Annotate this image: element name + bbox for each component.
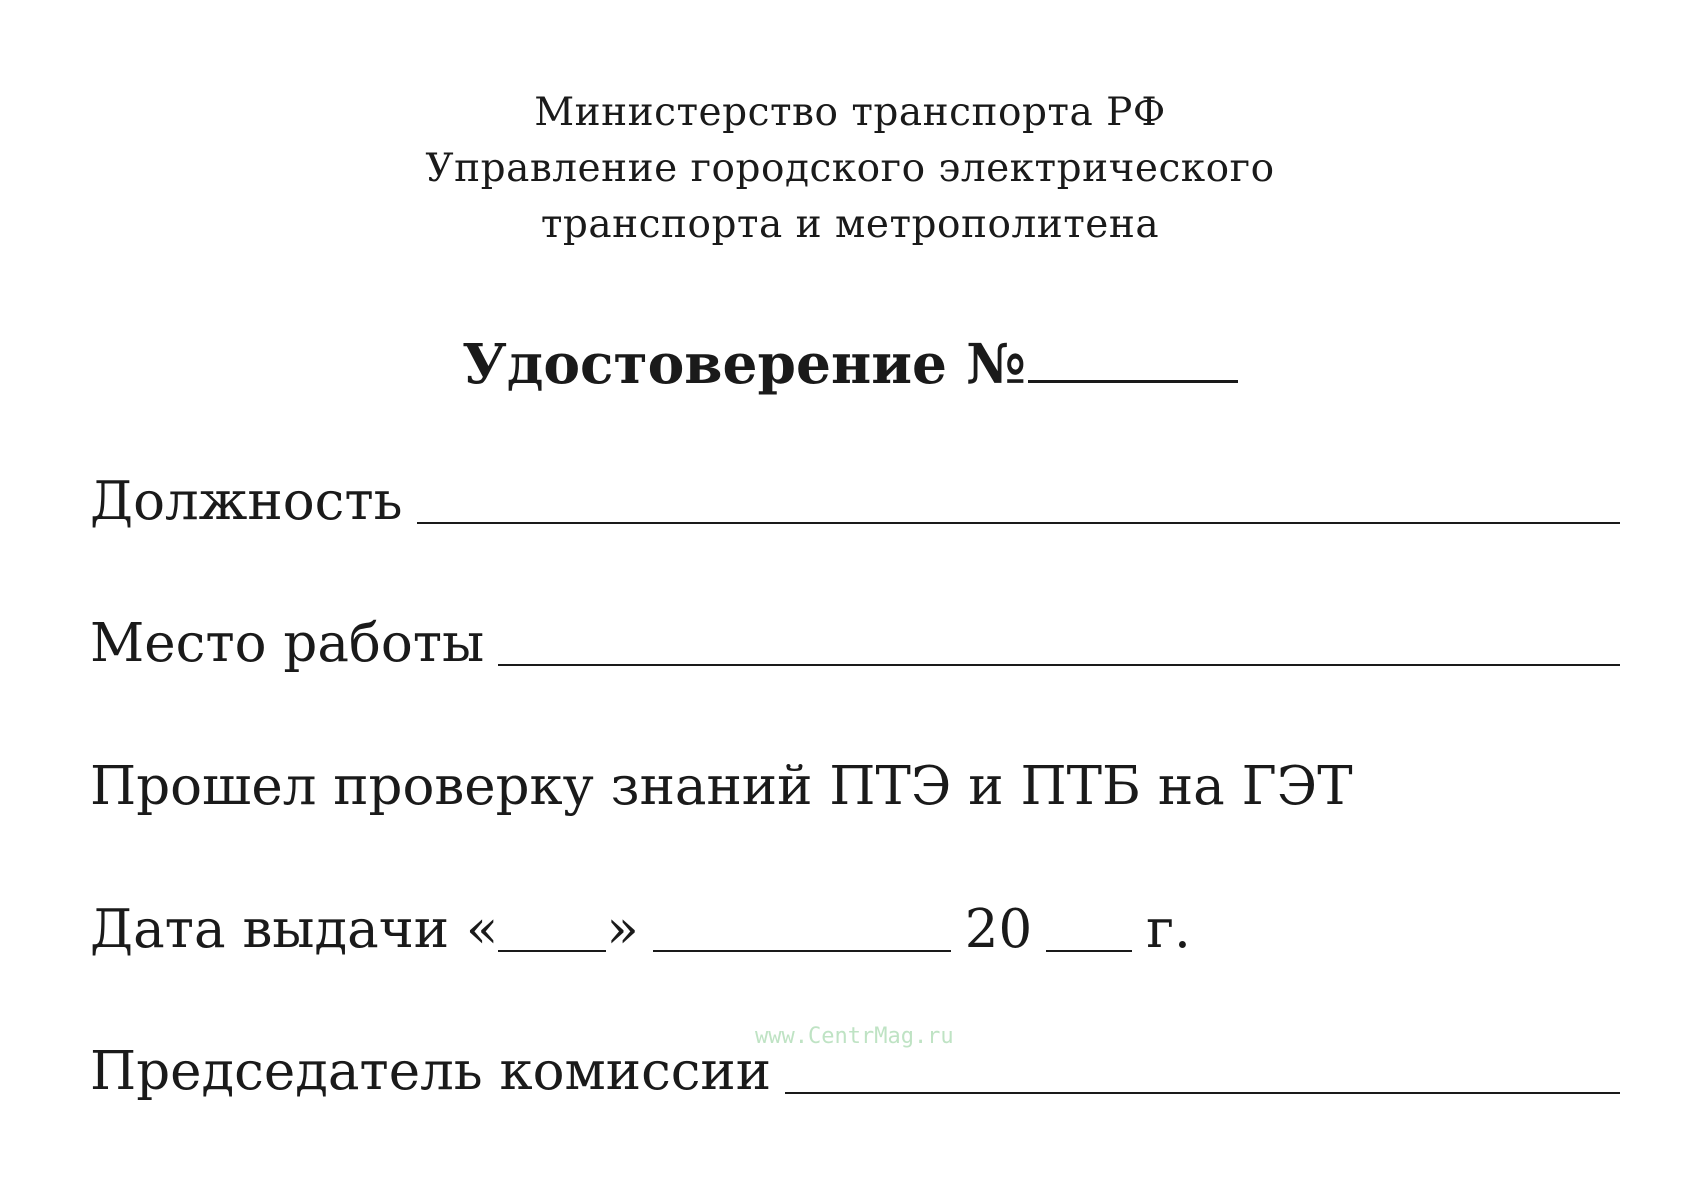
issuer-header — [0, 85, 1700, 253]
issue-day-blank[interactable] — [498, 948, 606, 952]
issue-year-suffix: г. — [1146, 899, 1191, 960]
chairman-label: Председатель комиссии — [90, 1041, 772, 1102]
position-label: Должность — [90, 471, 403, 532]
issue-month-blank[interactable] — [653, 948, 951, 952]
workplace-blank[interactable] — [498, 662, 1620, 666]
chairman-field — [90, 1040, 1620, 1104]
workplace-field — [90, 612, 1620, 676]
issue-date-label: Дата выдачи « — [90, 899, 499, 960]
certificate-title — [0, 328, 1700, 396]
exam-statement — [90, 755, 1620, 819]
issue-year-century: 20 — [964, 899, 1033, 960]
exam-text: Прошел проверку знаний ПТЭ и ПТБ на ГЭТ — [90, 756, 1353, 817]
certificate-title-text: Удостоверение № — [462, 331, 1026, 396]
issue-date-close-quote: » — [606, 899, 639, 960]
site-watermark: www.CentrMag.ru — [755, 1024, 954, 1049]
ministry-name: Министерство транспорта РФ — [534, 90, 1166, 135]
issue-date-field — [90, 898, 1620, 962]
department-name-line1: Управление городского электрического — [425, 146, 1275, 191]
workplace-label: Место работы — [90, 613, 485, 674]
chairman-signature-blank[interactable] — [785, 1090, 1620, 1094]
certificate-number-blank[interactable] — [1028, 328, 1238, 383]
issue-year-blank[interactable] — [1046, 948, 1132, 952]
position-field — [90, 470, 1620, 534]
department-name-line2: транспорта и метрополитена — [540, 202, 1160, 247]
position-blank[interactable] — [417, 520, 1620, 524]
